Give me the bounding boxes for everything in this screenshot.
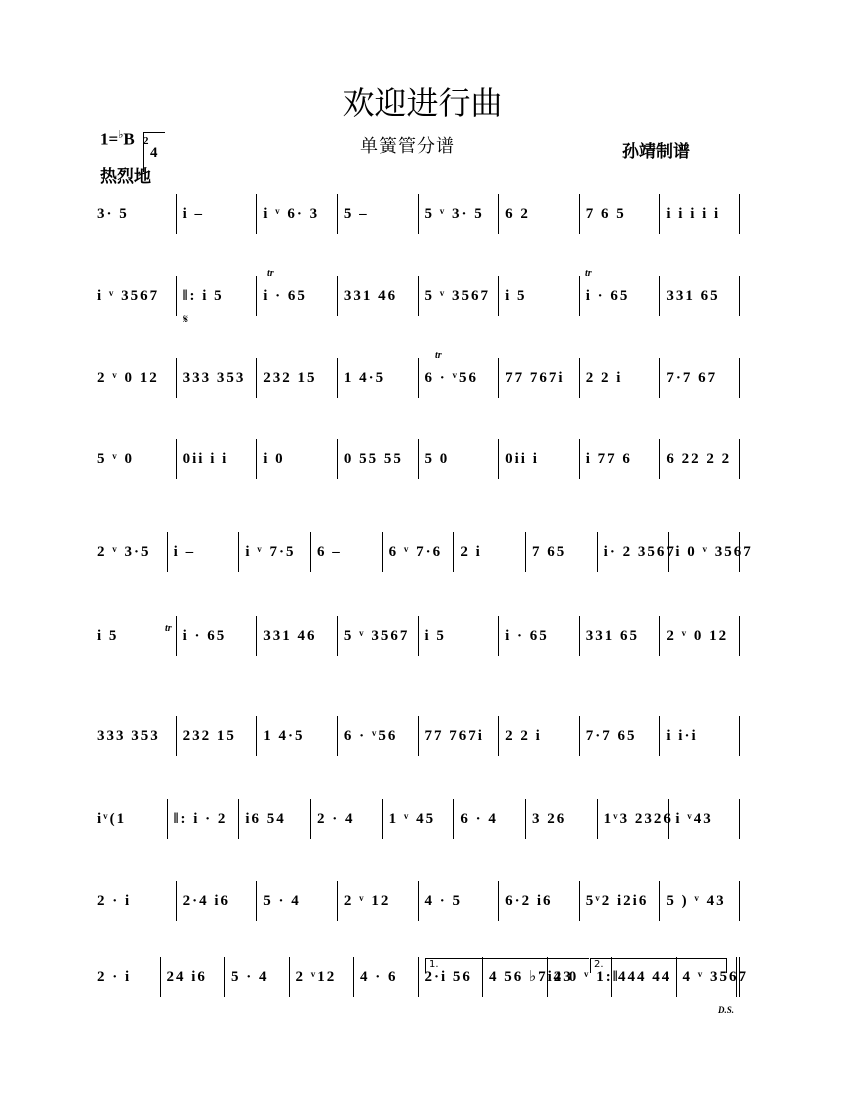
measure: i 5 — [498, 276, 579, 316]
arranger: 孙靖制谱 — [622, 142, 690, 162]
dal-segno: D.S. — [718, 1005, 735, 1015]
measure: 2·4 i6 — [176, 881, 257, 921]
measure: 333 353 — [97, 728, 160, 744]
measure: 1ᵛ3 2326 — [597, 799, 669, 839]
measure: i 5 — [418, 616, 499, 656]
measure: 2 · 4 — [310, 799, 382, 839]
trill-mark: tr — [165, 623, 172, 634]
staff-line — [95, 190, 740, 238]
measure: i ᵛ43 — [668, 799, 740, 839]
measure: 5 ) ᵛ 43 — [659, 881, 740, 921]
measure: 6·2 i6 — [498, 881, 579, 921]
measure: 6 – — [310, 532, 382, 572]
measure: 6 2 — [498, 194, 579, 234]
measure: i ᵛ 3567 — [97, 288, 160, 304]
measure: 7 65 — [525, 532, 597, 572]
measure: 5 ᵛ 3· 5 — [418, 194, 499, 234]
measure: 6 · ᵛ56 — [337, 716, 418, 756]
time-signature — [142, 134, 160, 161]
measure: i i·i — [659, 716, 740, 756]
measure: 6 · 4 — [453, 799, 525, 839]
measure: 1 ᵛ 45 — [382, 799, 454, 839]
measure: i6 54 — [238, 799, 310, 839]
measure: i 77 6 — [579, 439, 660, 479]
staff-line — [95, 712, 740, 760]
staff-line — [95, 354, 740, 402]
measure: iᵛ(1 — [97, 811, 127, 827]
measure: 0ii i — [498, 439, 579, 479]
measure: 5 0 — [418, 439, 499, 479]
measure: 1 4·5 — [256, 716, 337, 756]
measure: i 5 — [97, 628, 119, 644]
measure: i · 65 — [579, 276, 660, 316]
measure: 2 ᵛ 0 12 — [659, 616, 740, 656]
tempo-marking: 热烈地 — [100, 167, 151, 187]
subtitle: 单簧管分谱 — [360, 136, 455, 157]
time-top: 2 — [142, 134, 149, 147]
key-note: B — [123, 129, 135, 149]
measure: 2 · i — [97, 969, 132, 985]
measure: 4 0 ᵛ 1:‖ — [547, 957, 612, 997]
measure: 3· 5 — [97, 206, 129, 222]
measure: 0 55 55 — [337, 439, 418, 479]
measure: 77 767i — [498, 358, 579, 398]
staff-line — [95, 795, 740, 843]
measure: i – — [176, 194, 257, 234]
measure: 77 767i — [418, 716, 499, 756]
measure: 5 ᵛ 3567 — [418, 276, 499, 316]
measure: 2 ᵛ 12 — [337, 881, 418, 921]
measure: i · 65 — [176, 616, 257, 656]
measure: 7·7 65 — [579, 716, 660, 756]
measure: 4 · 6 — [353, 957, 418, 997]
measure: 5 ᵛ 3567 — [337, 616, 418, 656]
measure: 7·7 67 — [659, 358, 740, 398]
measure: 2 ᵛ 3·5 — [97, 544, 151, 560]
measure: i 0 ᵛ 3567 — [668, 532, 740, 572]
measure: 0ii i i — [176, 439, 257, 479]
trill-mark: tr — [267, 268, 274, 279]
measure: i · 65 — [498, 616, 579, 656]
measure: 24 i6 — [160, 957, 225, 997]
measure: 4 ᵛ 3567 — [676, 957, 741, 997]
measure: 2 ᵛ 0 12 — [97, 370, 159, 386]
measure: 1 4·5 — [337, 358, 418, 398]
volta-first: 1. — [425, 958, 589, 973]
measure: 4 · 5 — [418, 881, 499, 921]
measure: 2·i 56 — [418, 957, 483, 997]
staff-line — [95, 272, 740, 320]
measure: 331 46 — [256, 616, 337, 656]
measure: 7 6 5 — [579, 194, 660, 234]
measure: 3 26 — [525, 799, 597, 839]
measure: i 0 — [256, 439, 337, 479]
measure: ‖: i 5 — [176, 276, 257, 316]
key-prefix: 1= — [100, 129, 119, 149]
flat-symbol: ♭ — [118, 129, 124, 141]
measure: 2 i — [453, 532, 525, 572]
measure: 5 · 4 — [224, 957, 289, 997]
key-signature — [100, 128, 160, 161]
measure: i – — [167, 532, 239, 572]
measure: 6 · ᵛ56 — [418, 358, 499, 398]
staff-line — [95, 528, 753, 576]
measure: 333 353 — [176, 358, 257, 398]
measure: 232 15 — [256, 358, 337, 398]
measure: 6 22 2 2 — [659, 439, 740, 479]
time-bottom: 4 — [143, 132, 166, 172]
measure: i· 2 3567 — [597, 532, 669, 572]
staff-line — [95, 877, 740, 925]
measure: 331 65 — [659, 276, 740, 316]
measure: 5 – — [337, 194, 418, 234]
measure: 4 56 ♭7i23 — [482, 957, 547, 997]
measure: 5 ᵛ 0 — [97, 451, 134, 467]
trill-mark: tr — [435, 350, 442, 361]
volta-second: 2. — [590, 958, 727, 973]
measure: i i i i i — [659, 194, 740, 234]
measure: 331 46 — [337, 276, 418, 316]
page-title: 欢迎进行曲 — [342, 84, 503, 122]
measure: i ᵛ 6· 3 — [256, 194, 337, 234]
measure: 331 65 — [579, 616, 660, 656]
segno-sign: 𝄋 — [183, 312, 189, 326]
measure: 2 2 i — [579, 358, 660, 398]
measure: 2 2 i — [498, 716, 579, 756]
staff-line — [95, 612, 740, 660]
measure: 5 · 4 — [256, 881, 337, 921]
trill-mark: tr — [585, 268, 592, 279]
staff-line — [95, 435, 740, 483]
measure: 444 44 — [611, 957, 676, 997]
measure: i · 65 — [256, 276, 337, 316]
measure: 6 ᵛ 7·6 — [382, 532, 454, 572]
measure: ‖: i · 2 — [167, 799, 239, 839]
measure: 2 · i — [97, 893, 132, 909]
measure: 2 ᵛ12 — [289, 957, 354, 997]
measure: 232 15 — [176, 716, 257, 756]
measure: 5ᵛ2 i2i6 — [579, 881, 660, 921]
measure: i ᵛ 7·5 — [238, 532, 310, 572]
